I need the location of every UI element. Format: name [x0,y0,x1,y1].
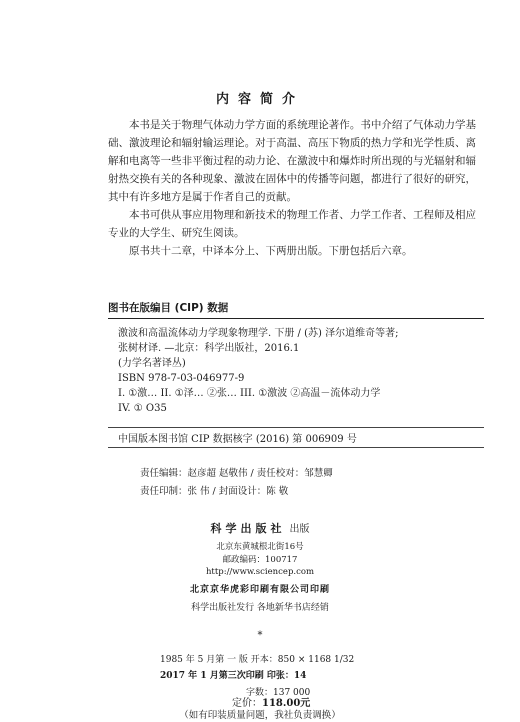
cip-line: 张树材译. —北京：科学出版社，2016.1 [118,343,300,354]
intro-paragraph: 本书是关于物理气体动力学方面的系统理论著作。书中介绍了气体动力学基础、激波理论和辐射输运理论。对于高温、高压下物质的热力学和光学性质、离解和电离等一些非平衡过程的动力论、在激波中和爆炸时所出现的与光辐射和辐射热交换有关的各种现象、激波在固体中的传播等问题，都进行了很好的研究，其中有许多地方是属于作者自己的贡献。 [108,119,476,203]
cip-top-rule [108,318,484,319]
intro-title: 内容简介 [215,92,304,107]
cip-body [118,326,480,416]
cip-heading: 图书在版编目 (CIP) 数据 [108,302,229,314]
quality-notice: （如有印装质量问题，我社负责调换） [179,710,341,721]
cip-divider [108,427,484,428]
intro-paragraph: 本书可供从事应用物理和新技术的物理工作者、力学工作者、工程师及相应专业的大学生、研究生阅读。 [108,209,476,239]
edition-line: 1985 年 5 月第 一 版 开本：850 × 1168 1/32 [160,655,355,665]
publisher-suffix: 出版 [289,524,310,535]
cip-record-number: 中国版本图书馆 CIP 数据核字 (2016) 第 006909 号 [118,434,357,445]
publisher-address: 北京东黄城根北街16号 [216,542,304,552]
cip-line: (力学名著译丛) [118,358,186,369]
cip-line: IV. ① O35 [118,403,167,414]
cip-line: 激波和高温流体动力学现象物理学. 下册 / (苏) 泽尔道维奇等著; [118,328,399,339]
staff-production: 责任印制：张 伟 / 封面设计：陈 敬 [140,486,289,497]
intro-body [108,116,476,260]
intro-paragraph: 原书共十二章，中译本分上、下两册出版。下册包括后六章。 [129,245,413,257]
distribution-info: 科学出版社发行 各地新华书店经销 [191,603,329,613]
cip-line: I. ①激… II. ①泽… ②张… III. ①激波 ②高温－流体动力学 [118,388,381,399]
price-label: 定价： [232,698,262,709]
separator-asterisk: * [257,630,263,641]
staff-editors: 责任编辑：赵彦超 赵敬伟 / 责任校对：邹慧卿 [140,468,333,479]
printing-line: 2017 年 1 月第三次印刷 印张：14 [160,671,307,681]
publisher-name-text: 科学出版社 [210,522,286,535]
publisher-postcode: 邮政编码：100717 [222,555,298,565]
printer-name: 北京京华虎彩印刷有限公司印刷 [189,585,330,595]
word-count: 字数：137 000 [246,688,311,698]
publisher-website: http://www.sciencep.com [205,567,315,577]
price-value: 118.00元 [262,698,311,709]
cip-line: ISBN 978-7-03-046977-9 [118,373,245,384]
publisher-name [0,520,520,536]
cip-bottom-rule [108,447,484,448]
